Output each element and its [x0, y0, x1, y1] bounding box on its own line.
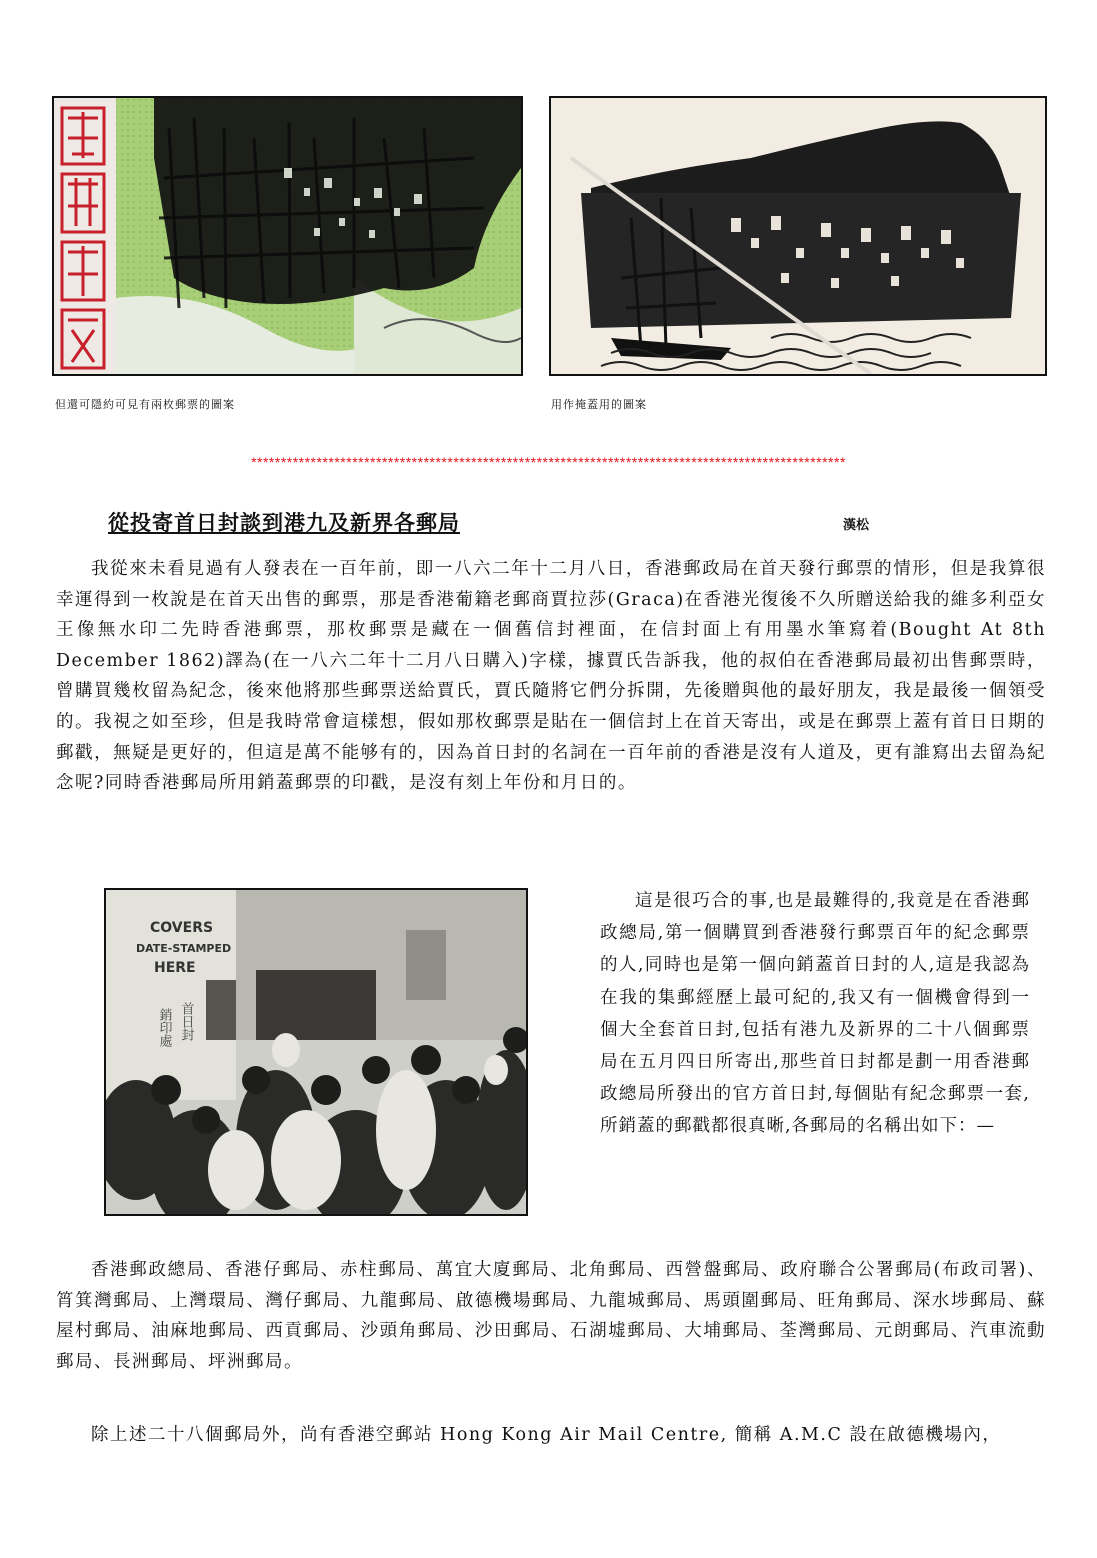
paragraph-first-day-cover: 這是很巧合的事,也是最難得的,我竟是在香港郵政總局,第一個購買到香港發行郵票百年的紀念郵票的人,同時也是第一個向銷蓋首日封的人,這是我認為在我的集郵經歷上最可紀的,我又有一個機會得到一個大全套首日封,包括有港九及新界的二十八個郵票局在五月四日所寄出,那些首日封都是劃一用香港郵政總局所發出的官方首日封,每個貼有紀念郵票一套,所銷蓋的郵戳都很真晰,各郵局的名稱出如下：—	[600, 891, 1030, 1137]
sign-text-chinese-2: 銷印處	[156, 1008, 172, 1047]
image-caption-right: 用作掩蓋用的圖案	[551, 398, 647, 411]
paragraph-post-office-list: 香港郵政總局、香港仔郵局、赤柱郵局、萬宜大廈郵局、北角郵局、西營盤郵局、政府聯合公署郵局(布政司署)、筲箕灣郵局、上灣環局、灣仔郵局、九龍郵局、啟德機場郵局、九龍城郵局、馬頭圍郵局、旺角郵局、深水埗郵局、蘇屋村郵局、油麻地郵局、西貢郵局、沙頭角郵局、沙田郵局、石湖墟郵局、大埔郵局、荃灣郵局、元朗郵局、汽車流動郵局、長洲郵局、坪洲郵局。	[56, 1260, 1046, 1372]
post-office-photo	[104, 888, 528, 1216]
image-caption-left: 但還可隱約可見有兩枚郵票的圖案	[55, 398, 235, 411]
harbour-cancellation-image	[549, 96, 1047, 376]
asterisk-divider: ****************************************************************************************************	[251, 454, 846, 470]
sign-text-covers: COVERS	[150, 920, 214, 936]
paragraph-air-mail-centre: 除上述二十八個郵局外，尚有香港空郵站 Hong Kong Air Mail Centre, 簡稱 A.M.C 設在啟德機場內，	[91, 1425, 1002, 1445]
article-author: 漢松	[843, 518, 870, 533]
sign-text-chinese-1: 首日封	[178, 1002, 194, 1041]
article-title: 從投寄首日封談到港九及新界各郵局	[108, 510, 460, 535]
paragraph-intro: 我從來未看見過有人發表在一百年前，即一八六二年十二月八日，香港郵政局在首天發行郵票的情形，但是我算很幸運得到一枚說是在首天出售的郵票，那是香港葡籍老郵商賈拉莎(Graca)在香港光復後不久所贈送給我的維多利亞女王像無水印二先時香港郵票，那枚郵票是藏在一個舊信封裡面，在信封面上有用墨水筆寫着(Bought At 8th December 1862)譯為(在一八六二年十二月八日購入)字樣，據賈氏告訴我，他的叔伯在香港郵局最初出售郵票時，曾購買幾枚留為紀念，後來他將那些郵票送給賈氏，賈氏隨將它們分拆開，先後贈與他的最好朋友，我是最後一個領受的。我視之如至珍，但是我時常會這樣想，假如那枚郵票是貼在一個信封上在首天寄出，或是在郵票上蓋有首日日期的郵戳，無疑是更好的，但這是萬不能够有的，因為首日封的名詞在一百年前的香港是沒有人道及，更有誰寫出去留為紀念呢?同時香港郵局所用銷蓋郵票的印戳，是沒有刻上年份和月日的。	[56, 559, 1046, 794]
sign-text-date-stamped: DATE-STAMPED	[136, 942, 232, 955]
sign-text-here: HERE	[154, 960, 196, 976]
stamp-cancellation-image	[52, 96, 523, 376]
